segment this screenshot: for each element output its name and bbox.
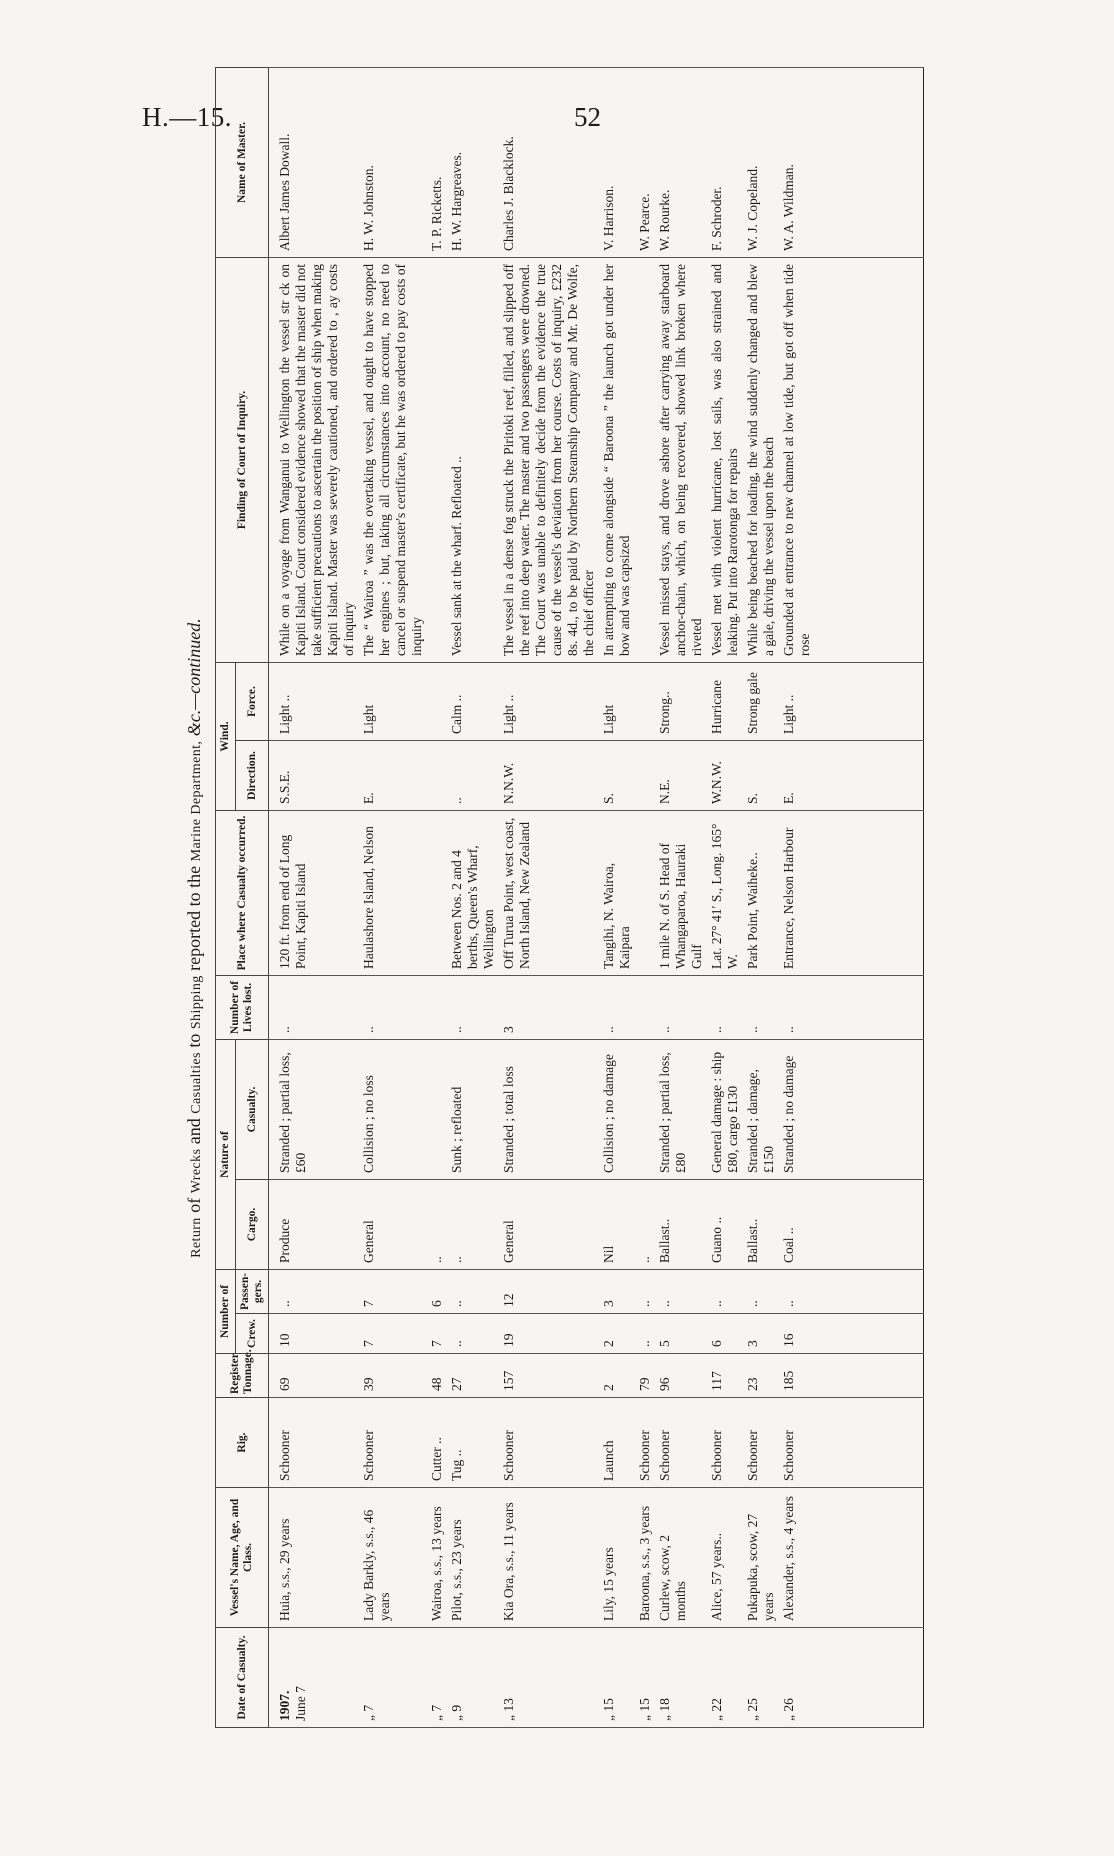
title-word-to: to <box>184 1033 204 1048</box>
cell-cargo: Nil <box>599 1179 635 1269</box>
cell-master: W. Pearce. <box>635 67 655 257</box>
cell-tonnage: 69 <box>269 1354 360 1398</box>
cell-wind-force: Light .. <box>779 662 924 740</box>
header-finding: Finding of Court of Inquiry. <box>216 257 269 662</box>
cell-casualty: Stranded ; no damage <box>779 1039 924 1179</box>
cell-tonnage: 48 <box>427 1354 447 1398</box>
table-row <box>499 67 599 1727</box>
cell-crew: 16 <box>779 1314 924 1354</box>
cell-date <box>779 1628 924 1728</box>
cell-lives-lost: .. <box>655 975 707 1039</box>
date-value: „ 25 <box>745 1698 760 1721</box>
cell-crew: 7 <box>427 1314 447 1354</box>
cell-rig: Tug .. <box>447 1398 499 1488</box>
cell-casualty <box>635 1039 655 1179</box>
cell-master: W. A. Wildman. <box>779 67 924 257</box>
table-row <box>635 67 655 1727</box>
cell-crew: 6 <box>707 1314 743 1354</box>
table-row <box>743 67 779 1727</box>
cell-passengers: .. <box>447 1269 499 1313</box>
header-date: Date of Casualty. <box>216 1628 269 1728</box>
cell-lives-lost: .. <box>599 975 635 1039</box>
cell-date <box>743 1628 779 1728</box>
table-row <box>707 67 743 1727</box>
cell-wind-force: Light <box>599 662 635 740</box>
cell-crew: 3 <box>743 1314 779 1354</box>
cell-wind-direction: S. <box>599 740 635 810</box>
cell-finding: Vessel missed stays, and drove ashore after carrying away starboard anchor-chain, which, on being recovered, showed link broken where riveted <box>655 257 707 662</box>
cell-master: W. Rourke. <box>655 67 707 257</box>
cell-wind-force: Strong.. <box>655 662 707 740</box>
header-vessel: Vessel's Name, Age, and Class. <box>216 1488 269 1628</box>
cell-vessel: Wairoa, s.s., 13 years <box>427 1488 447 1628</box>
cell-cargo: Ballast.. <box>743 1179 779 1269</box>
table-header <box>216 67 269 1727</box>
cell-cargo: .. <box>447 1179 499 1269</box>
cell-casualty: Collision ; no loss <box>359 1039 427 1179</box>
cell-tonnage: 27 <box>447 1354 499 1398</box>
cell-finding: While on a voyage from Wanganui to Wellington the vessel str ck on Kapiti Island. Court considered evidence showed that the master did not take sufficient precautions to ascertain the position of ship when making Kapiti Island. Master was severely cautioned, and ordered to , ay costs of inquiry <box>269 257 360 662</box>
cell-wind-force: Hurricane <box>707 662 743 740</box>
header-crew: Crew. <box>236 1314 269 1354</box>
cell-tonnage: 185 <box>779 1354 924 1398</box>
cell-rig: Schooner <box>779 1398 924 1488</box>
cell-tonnage: 79 <box>635 1354 655 1398</box>
cell-lives-lost: .. <box>359 975 427 1039</box>
cell-wind-force: Light .. <box>499 662 599 740</box>
year-label: 1907. <box>277 1690 292 1721</box>
cell-casualty: Sunk ; refloated <box>447 1039 499 1179</box>
cell-crew: 19 <box>499 1314 599 1354</box>
header-rig: Rig. <box>216 1398 269 1488</box>
cell-cargo: .. <box>427 1179 447 1269</box>
cell-passengers: 7 <box>359 1269 427 1313</box>
date-value: „ 18 <box>657 1698 672 1721</box>
cell-finding: The “ Wairoa ” was the overtaking vessel, and ought to have stopped her engines ; but, taking all circumstances into account, no need to cancel or suspend master's certificate, but he was ordered to pay costs of inquiry <box>359 257 427 662</box>
cell-finding: The vessel in a dense fog struck the Piritoki reef, filled, and slipped off the reef into deep water. The master and two passengers were drowned. The Court was unable to definitely decide from the evidence the true cause of the vessel's deviation from her course. Costs of inquiry, £232 8s. 4d., to be paid by Northern Steamship Company and Mr. De Wolfe, the chief officer <box>499 257 599 662</box>
cell-rig: Schooner <box>499 1398 599 1488</box>
cell-wind-force: Light .. <box>269 662 360 740</box>
cell-wind-force: Strong gale <box>743 662 779 740</box>
cell-finding: In attempting to come alongside “ Baroona ” the launch got under her bow and was capsized <box>599 257 635 662</box>
page-reference: H.—15. <box>142 102 232 132</box>
title-word-and: and <box>184 1118 204 1145</box>
cell-rig: Schooner <box>655 1398 707 1488</box>
title-word-marine-department: Marine Department, <box>189 740 204 862</box>
cell-vessel: Pukapuka, scow, 27 years <box>743 1488 779 1628</box>
cell-place: Park Point, Waiheke.. <box>743 810 779 975</box>
cell-crew: 7 <box>359 1314 427 1354</box>
cell-date <box>269 1628 360 1728</box>
rotated-table-block <box>173 121 1033 1728</box>
table-body <box>269 67 924 1727</box>
cell-lives-lost: .. <box>707 975 743 1039</box>
cell-place: Between Nos. 2 and 4 berths, Queen's Wharf, Wellington <box>447 810 499 975</box>
cell-tonnage: 2 <box>599 1354 635 1398</box>
cell-tonnage: 117 <box>707 1354 743 1398</box>
cell-date <box>499 1628 599 1728</box>
cell-passengers: .. <box>707 1269 743 1313</box>
cell-rig: Launch <box>599 1398 635 1488</box>
cell-finding: Vessel sank at the wharf. Refloated .. <box>447 257 499 662</box>
cell-master: W. J. Copeland. <box>743 67 779 257</box>
cell-place: Lat. 27° 41′ S., Long. 165° W. <box>707 810 743 975</box>
date-value: „ 15 <box>601 1698 616 1721</box>
table-row <box>599 67 635 1727</box>
cell-wind-direction: W.N.W. <box>707 740 743 810</box>
cell-wind-direction: S. <box>743 740 779 810</box>
cell-wind-force: Light <box>359 662 427 740</box>
cell-place: Haulashore Island, Nelson <box>359 810 427 975</box>
cell-wind-direction: S.S.E. <box>269 740 360 810</box>
table-row <box>447 67 499 1727</box>
date-value: „ 9 <box>449 1704 464 1721</box>
cell-vessel: Alice, 57 years.. <box>707 1488 743 1628</box>
cell-lives-lost: 3 <box>499 975 599 1039</box>
date-value: „ 26 <box>781 1698 796 1721</box>
cell-casualty: Stranded ; total loss <box>499 1039 599 1179</box>
cell-cargo: Produce <box>269 1179 360 1269</box>
cell-finding: Vessel met with violent hurricane, lost sails, was also strained and leaking. Put into Rarotonga for repairs <box>707 257 743 662</box>
date-value: „ 7 <box>361 1704 376 1721</box>
cell-casualty: Collision ; no damage <box>599 1039 635 1179</box>
cell-vessel: Alexander, s.s., 4 years <box>779 1488 924 1628</box>
date-value: „ 22 <box>709 1698 724 1721</box>
cell-passengers: 3 <box>599 1269 635 1313</box>
cell-date <box>447 1628 499 1728</box>
cell-master: Charles J. Blacklock. <box>499 67 599 257</box>
cell-cargo: Guano .. <box>707 1179 743 1269</box>
cell-cargo: General <box>499 1179 599 1269</box>
cell-passengers: 6 <box>427 1269 447 1313</box>
cell-casualty: Stranded ; partial loss, £60 <box>269 1039 360 1179</box>
cell-vessel: Lady Barkly, s.s., 46 years <box>359 1488 427 1628</box>
header-wind-force: Force. <box>236 662 269 740</box>
cell-wind-direction: N.N.W. <box>499 740 599 810</box>
title-word-of: of <box>184 1197 204 1213</box>
cell-wind-direction <box>427 740 447 810</box>
cell-casualty: Stranded ; partial loss, £80 <box>655 1039 707 1179</box>
cell-vessel: Pilot, s.s., 23 years <box>447 1488 499 1628</box>
header-master: Name of Master. <box>216 67 269 257</box>
cell-cargo: General <box>359 1179 427 1269</box>
cell-passengers: 12 <box>499 1269 599 1313</box>
casualties-table <box>215 67 924 1728</box>
cell-passengers: .. <box>743 1269 779 1313</box>
cell-tonnage: 39 <box>359 1354 427 1398</box>
table-row <box>779 67 924 1727</box>
cell-lives-lost: .. <box>743 975 779 1039</box>
cell-crew: 2 <box>599 1314 635 1354</box>
cell-finding: Grounded at entrance to new channel at low tide, but got off when tide rose <box>779 257 924 662</box>
cell-rig: Schooner <box>359 1398 427 1488</box>
cell-rig: Schooner <box>707 1398 743 1488</box>
cell-place <box>427 810 447 975</box>
title-word-wrecks: Wrecks <box>189 1148 204 1194</box>
header-cargo: Cargo. <box>236 1179 269 1269</box>
cell-crew: 10 <box>269 1314 360 1354</box>
table-row <box>427 67 447 1727</box>
date-value: „ 13 <box>501 1698 516 1721</box>
header-wind: Wind. <box>216 662 236 810</box>
cell-date <box>707 1628 743 1728</box>
date-value: „ 7 <box>429 1704 444 1721</box>
cell-place <box>635 810 655 975</box>
cell-wind-force <box>635 662 655 740</box>
cell-casualty: General damage : ship £80, cargo £130 <box>707 1039 743 1179</box>
cell-lives-lost: .. <box>269 975 360 1039</box>
cell-casualty <box>427 1039 447 1179</box>
cell-lives-lost: .. <box>447 975 499 1039</box>
cell-crew: .. <box>635 1314 655 1354</box>
table-row <box>655 67 707 1727</box>
page-number: 52 <box>574 102 601 132</box>
table-row <box>269 67 360 1727</box>
cell-passengers: .. <box>635 1269 655 1313</box>
cell-vessel: Curlew, scow, 2 months <box>655 1488 707 1628</box>
cell-lives-lost <box>635 975 655 1039</box>
header-wind-direction: Direction. <box>236 740 269 810</box>
cell-wind-direction: E. <box>359 740 427 810</box>
cell-finding <box>635 257 655 662</box>
title-word-reported: reported to the <box>184 865 204 971</box>
cell-tonnage: 96 <box>655 1354 707 1398</box>
cell-rig: Schooner <box>635 1398 655 1488</box>
cell-master: T. P. Ricketts. <box>427 67 447 257</box>
cell-wind-direction <box>635 740 655 810</box>
header-place: Place where Casualty occurred. <box>216 810 269 975</box>
cell-wind-force <box>427 662 447 740</box>
cell-place: 1 mile N. of S. Head of Whangaparoa, Hauraki Gulf <box>655 810 707 975</box>
cell-rig: Schooner <box>269 1398 360 1488</box>
cell-master: Albert James Dowall. <box>269 67 360 257</box>
cell-place: Tangihi, N. Wairoa, Kaipara <box>599 810 635 975</box>
cell-vessel: Huia, s.s., 29 years <box>269 1488 360 1628</box>
cell-master: V. Harrison. <box>599 67 635 257</box>
cell-passengers: .. <box>269 1269 360 1313</box>
cell-tonnage: 157 <box>499 1354 599 1398</box>
cell-lives-lost <box>427 975 447 1039</box>
date-value: „ 15 <box>637 1698 652 1721</box>
cell-date <box>359 1628 427 1728</box>
title-word-return: Return <box>189 1217 204 1258</box>
cell-date <box>635 1628 655 1728</box>
title-word-shipping: Shipping <box>189 975 204 1030</box>
cell-master: H. W. Hargreaves. <box>447 67 499 257</box>
cell-master: F. Schroder. <box>707 67 743 257</box>
cell-place: Entrance, Nelson Harbour <box>779 810 924 975</box>
title-word-casualties: Casualties <box>189 1052 204 1114</box>
cell-casualty: Stranded ; damage, £150 <box>743 1039 779 1179</box>
cell-vessel: Kia Ora, s.s., 11 years <box>499 1488 599 1628</box>
header-nature-of: Nature of <box>216 1039 236 1269</box>
cell-cargo: Coal .. <box>779 1179 924 1269</box>
cell-date <box>427 1628 447 1728</box>
cell-finding <box>427 257 447 662</box>
cell-crew: .. <box>447 1314 499 1354</box>
cell-wind-force: Calm .. <box>447 662 499 740</box>
cell-cargo: .. <box>635 1179 655 1269</box>
cell-wind-direction: E. <box>779 740 924 810</box>
title-word-continued: &c.—continued. <box>184 618 204 737</box>
header-lives-lost: Number of Lives lost. <box>216 975 269 1039</box>
table-title <box>173 168 215 1728</box>
cell-vessel: Lily, 15 years <box>599 1488 635 1628</box>
cell-date <box>655 1628 707 1728</box>
cell-master: H. W. Johnston. <box>359 67 427 257</box>
header-passengers: Passen-gers. <box>236 1269 269 1313</box>
cell-passengers: .. <box>779 1269 924 1313</box>
cell-lives-lost: .. <box>779 975 924 1039</box>
cell-passengers: .. <box>655 1269 707 1313</box>
cell-rig: Cutter .. <box>427 1398 447 1488</box>
cell-place: 120 ft. from end of Long Point, Kapiti Island <box>269 810 360 975</box>
cell-rig: Schooner <box>743 1398 779 1488</box>
cell-crew: 5 <box>655 1314 707 1354</box>
table-row <box>359 67 427 1727</box>
cell-wind-direction: .. <box>447 740 499 810</box>
cell-tonnage: 23 <box>743 1354 779 1398</box>
cell-vessel: Baroona, s.s., 3 years <box>635 1488 655 1628</box>
cell-place: Off Turua Point, west coast, North Island, New Zealand <box>499 810 599 975</box>
header-number-of: Number of <box>216 1269 236 1353</box>
cell-finding: While being beached for loading, the wind suddenly changed and blew a gale, driving the vessel upon the beach <box>743 257 779 662</box>
cell-cargo: Ballast.. <box>655 1179 707 1269</box>
header-casualty: Casualty. <box>236 1039 269 1179</box>
date-value: June 7 <box>293 1686 308 1721</box>
cell-date <box>599 1628 635 1728</box>
header-tonnage: Register Tonnage. <box>216 1354 269 1398</box>
cell-wind-direction: N.E. <box>655 740 707 810</box>
